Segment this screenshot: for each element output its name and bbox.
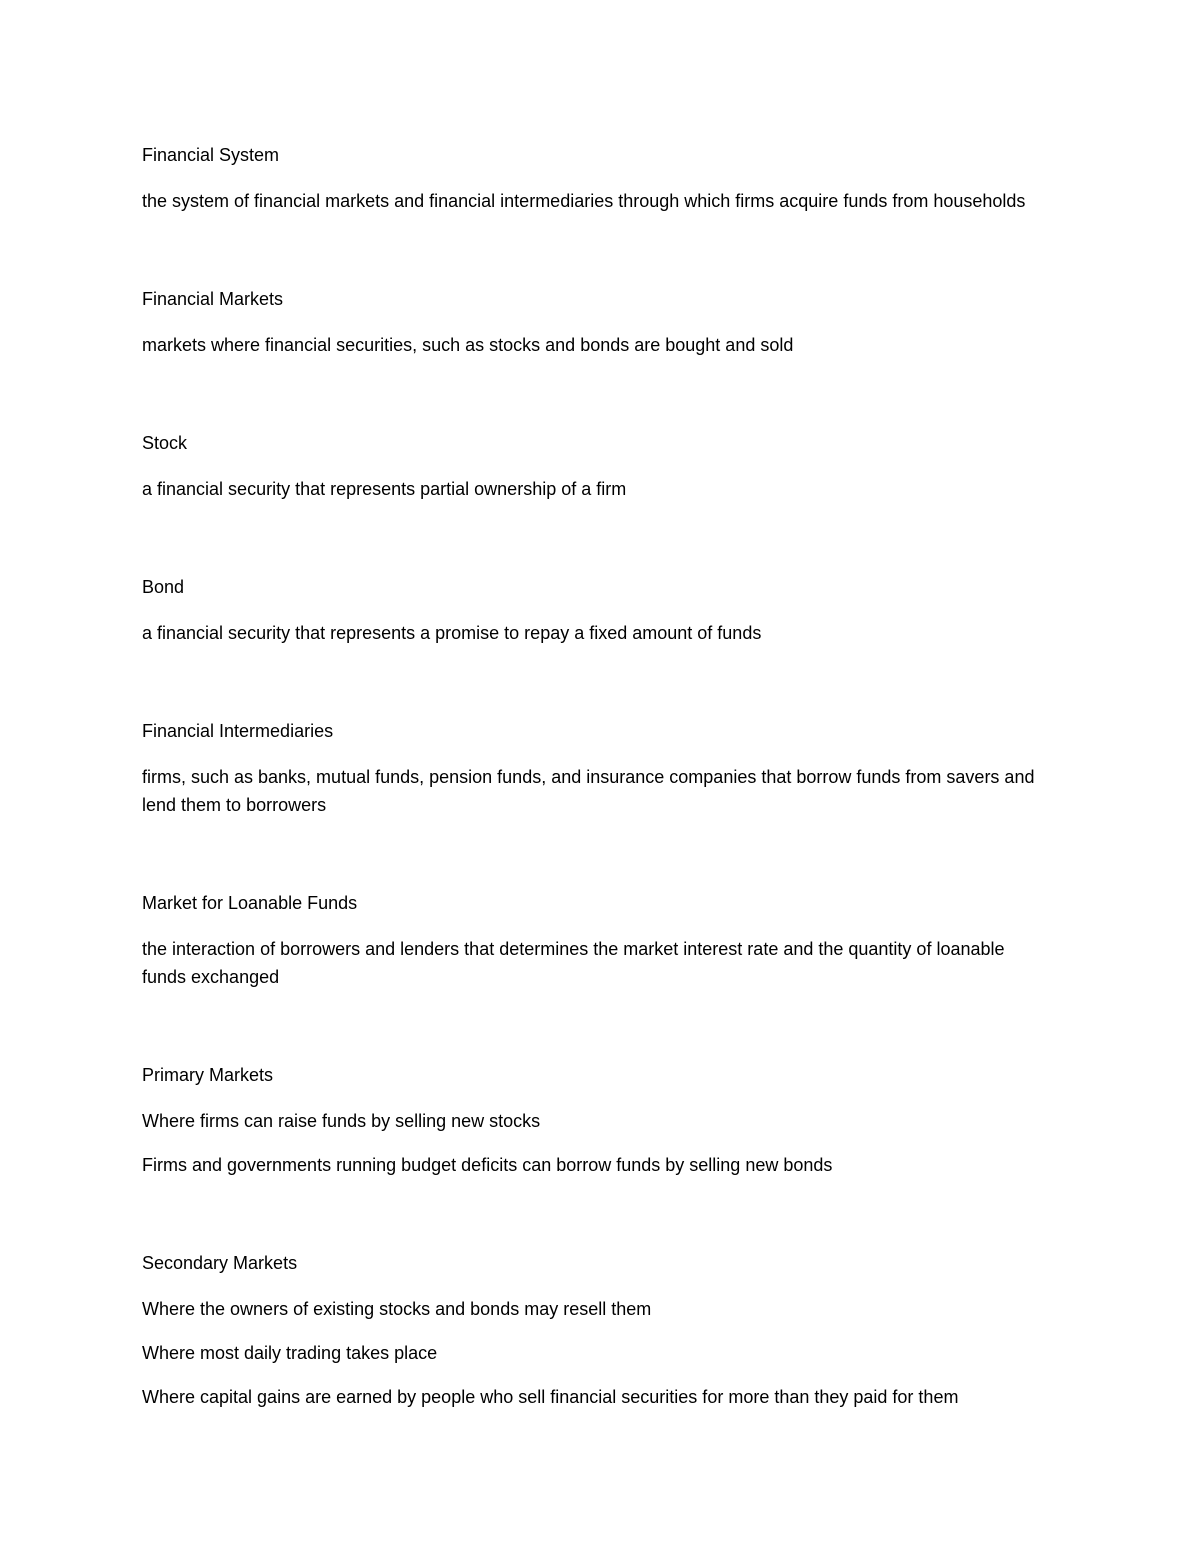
term-heading: Secondary Markets	[142, 1253, 298, 1273]
definition-text: Where most daily trading takes place	[142, 1343, 438, 1363]
entry-stock	[142, 431, 1052, 503]
term-heading: Financial Markets	[142, 289, 284, 309]
definition-text: a financial security that represents a promise to repay a fixed amount of funds	[142, 623, 762, 643]
entry-financial-markets	[142, 287, 1052, 359]
definition-text: the system of financial markets and financial intermediaries through which firms acquire funds from households	[142, 191, 1026, 211]
term-heading: Bond	[142, 577, 185, 597]
definition-text: Where the owners of existing stocks and bonds may resell them	[142, 1299, 652, 1319]
entry-financial-system	[142, 143, 1052, 215]
document-content	[142, 143, 1052, 1427]
definition-text: Where capital gains are earned by people who sell financial securities for more than they paid for them	[142, 1387, 959, 1407]
entry-financial-intermediaries	[142, 719, 1052, 819]
definition-text: markets where financial securities, such as stocks and bonds are bought and sold	[142, 335, 794, 355]
definition-text: Where firms can raise funds by selling new stocks	[142, 1111, 541, 1131]
definition-text: a financial security that represents partial ownership of a firm	[142, 479, 627, 499]
definition-text: firms, such as banks, mutual funds, pension funds, and insurance companies that borrow funds from savers and lend them to borrowers	[142, 767, 1035, 815]
term-heading: Financial System	[142, 145, 280, 165]
definition-text: the interaction of borrowers and lenders that determines the market interest rate and the quantity of loanable funds exchanged	[142, 939, 1005, 987]
term-heading: Primary Markets	[142, 1065, 274, 1085]
entry-bond	[142, 575, 1052, 647]
entry-market-for-loanable-funds	[142, 891, 1052, 991]
definition-text: Firms and governments running budget deficits can borrow funds by selling new bonds	[142, 1155, 833, 1175]
entry-secondary-markets	[142, 1251, 1052, 1411]
term-heading: Market for Loanable Funds	[142, 893, 358, 913]
term-heading: Stock	[142, 433, 188, 453]
entry-primary-markets	[142, 1063, 1052, 1179]
term-heading: Financial Intermediaries	[142, 721, 334, 741]
